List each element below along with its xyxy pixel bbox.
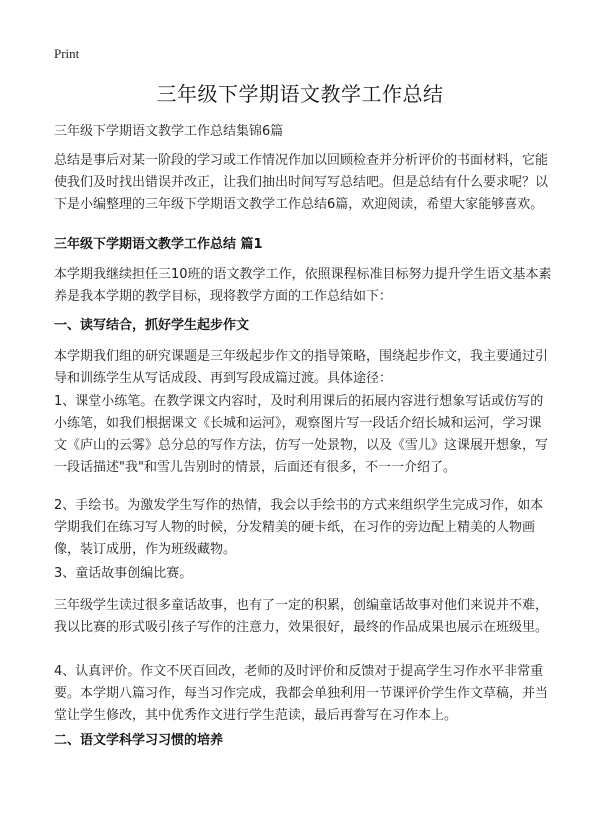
item-3-detail-paragraph: 三年级学生读过很多童话故事，也有了一定的积累，创编童话故事对他们来说并不难，我以比赛的形式吸引孩子写作的注意力，效果很好，最终的作品成果也展示在班级里。: [54, 598, 549, 635]
item-3-paragraph: 3、童话故事创编比赛。: [54, 566, 193, 581]
item-1-paragraph: 1、课堂小练笔。在教学课文内容时，及时利用课后的拓展内容进行想象写话或仿写的小练笔，如我们根据课文《长城和运河》，观察图片写一段话介绍长城和运河，学习课文《庐山的云雾》总分总的写作方法，仿写一处景物，以及《雪儿》这课展开想象，写一段话描述"我"和雪儿告别时的情景，后面还有很多，不一一介绍了。: [54, 394, 549, 475]
section-intro-paragraph: 本学期我继续担任三10班的语文教学工作，依照课程标准目标努力提升学生语文基本素养是我本学期的教学目标，现将教学方面的工作总结如下：: [54, 267, 552, 304]
item-2-paragraph: 2、手绘书。为激发学生写作的热情，我会以手绘书的方式来组织学生完成习作，如本学期我们在练习写人物的时候，分发精美的硬卡纸，在习作的旁边配上精美的人物画像，装订成册，作为班级藏物。: [54, 498, 544, 557]
document-subtitle: 三年级下学期语文教学工作总结集锦6篇: [54, 124, 284, 139]
intro-paragraph: 总结是事后对某一阶段的学习或工作情况作加以回顾检查并分析评价的书面材料，它能使我们及时找出错误并改正，让我们抽出时间写写总结吧。但是总结有什么要求呢？以下是小编整理的三年级下学期语文教学工作总结6篇，欢迎阅读，希望大家能够喜欢。: [54, 153, 549, 212]
heading-study-habits: 二、语文学科学习习惯的培养: [54, 733, 224, 748]
research-paragraph: 本学期我们组的研究课题是三年级起步作文的指导策略，围绕起步作文，我主要通过引导和训练学生从写话成段、再到写段成篇过渡。具体途径：: [54, 349, 549, 386]
item-4-paragraph: 4、认真评价。作文不厌百回改，老师的及时评价和反馈对于提高学生习作水平非常重要。本学期八篇习作，每当习作完成，我都会单独利用一节课评价学生作文草稿，并当堂让学生修改，其中优秀作文进行学生范读，最后再誊写在习作本上。: [54, 664, 549, 723]
heading-reading-writing: 一、读写结合，抓好学生起步作文: [54, 318, 250, 333]
section-title: 三年级下学期语文教学工作总结 篇1: [54, 237, 263, 252]
print-label: Print: [54, 46, 80, 61]
document-title: 三年级下学期语文教学工作总结: [156, 82, 444, 106]
